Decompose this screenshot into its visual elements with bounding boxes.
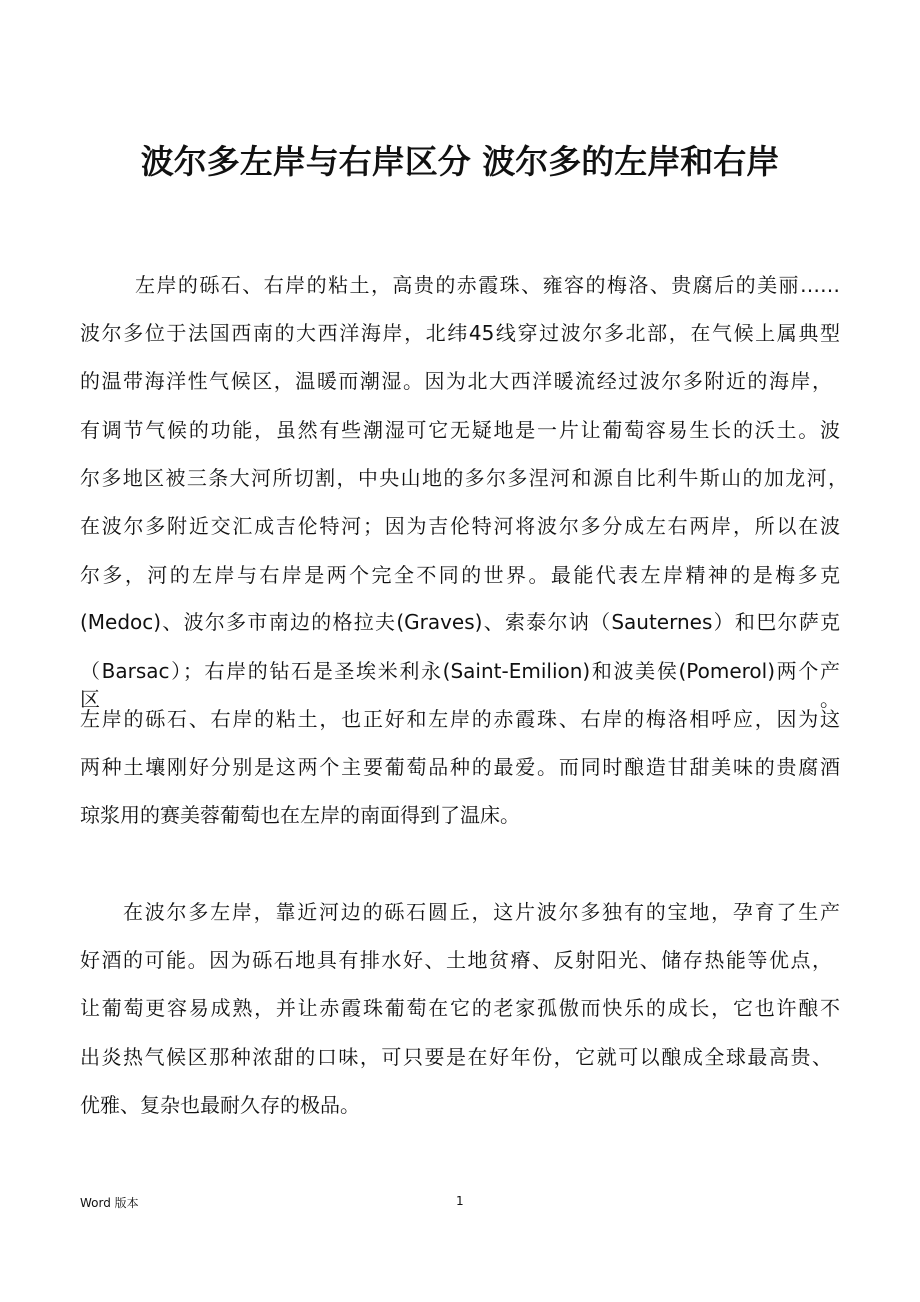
footer-label: Word 版本 (80, 1196, 139, 1210)
text-line: 出炎热气候区那种浓甜的口味，可只要是在好年份，它就可以酿成全球最高贵、 (80, 1045, 832, 1069)
text-line: 优雅、复杂也最耐久存的极品。 (80, 1093, 360, 1117)
text-line: 两种土壤刚好分别是这两个主要葡萄品种的最爱。而同时酿造甘甜美味的贵腐酒 (80, 755, 840, 779)
document-title: 波尔多左岸与右岸区分 波尔多的左岸和右岸 (140, 142, 780, 181)
text-line: 尔多，河的左岸与右岸是两个完全不同的世界。最能代表左岸精神的是梅多克 (80, 563, 840, 587)
text-line: 尔多地区被三条大河所切割，中央山地的多尔多涅河和源自比利牛斯山的加龙河， (80, 466, 848, 490)
text-line: 好酒的可能。因为砾石地具有排水好、土地贫瘠、反射阳光、储存热能等优点， (80, 948, 832, 972)
text-line: 琼浆用的赛美蓉葡萄也在左岸的南面得到了温床。 (80, 803, 520, 827)
page-number: 1 (456, 1194, 464, 1208)
text-line: 有调节气候的功能，虽然有些潮湿可它无疑地是一片让葡萄容易生长的沃土。波 (80, 418, 840, 442)
text-line: 左岸的砾石、右岸的粘土，高贵的赤霞珠、雍容的梅洛、贵腐后的美丽…… (135, 273, 840, 297)
text-line: 让葡萄更容易成熟，并让赤霞珠葡萄在它的老家孤傲而快乐的成长，它也许酿不 (80, 996, 840, 1020)
text-line: 在波尔多左岸，靠近河边的砾石圆丘，这片波尔多独有的宝地，孕育了生产 (123, 900, 840, 924)
text-line: 的温带海洋性气候区，温暖而潮湿。因为北大西洋暖流经过波尔多附近的海岸， (80, 369, 832, 393)
text-line: 波尔多位于法国西南的大西洋海岸，北纬45线穿过波尔多北部，在气候上属典型 (80, 321, 840, 345)
text-line: （Barsac）；右岸的钻石是圣埃米利永(Saint-Emilion)和波美侯(Pomerol)两个产区。 (80, 659, 840, 711)
text-line: 左岸的砾石、右岸的粘土，也正好和左岸的赤霞珠、右岸的梅洛相呼应，因为这 (80, 707, 840, 731)
text-line: (Medoc)、波尔多市南边的格拉夫(Graves)、索泰尔讷（Sauternes）和巴尔萨克 (80, 610, 840, 634)
text-line: 在波尔多附近交汇成吉伦特河；因为吉伦特河将波尔多分成左右两岸，所以在波 (80, 514, 840, 538)
